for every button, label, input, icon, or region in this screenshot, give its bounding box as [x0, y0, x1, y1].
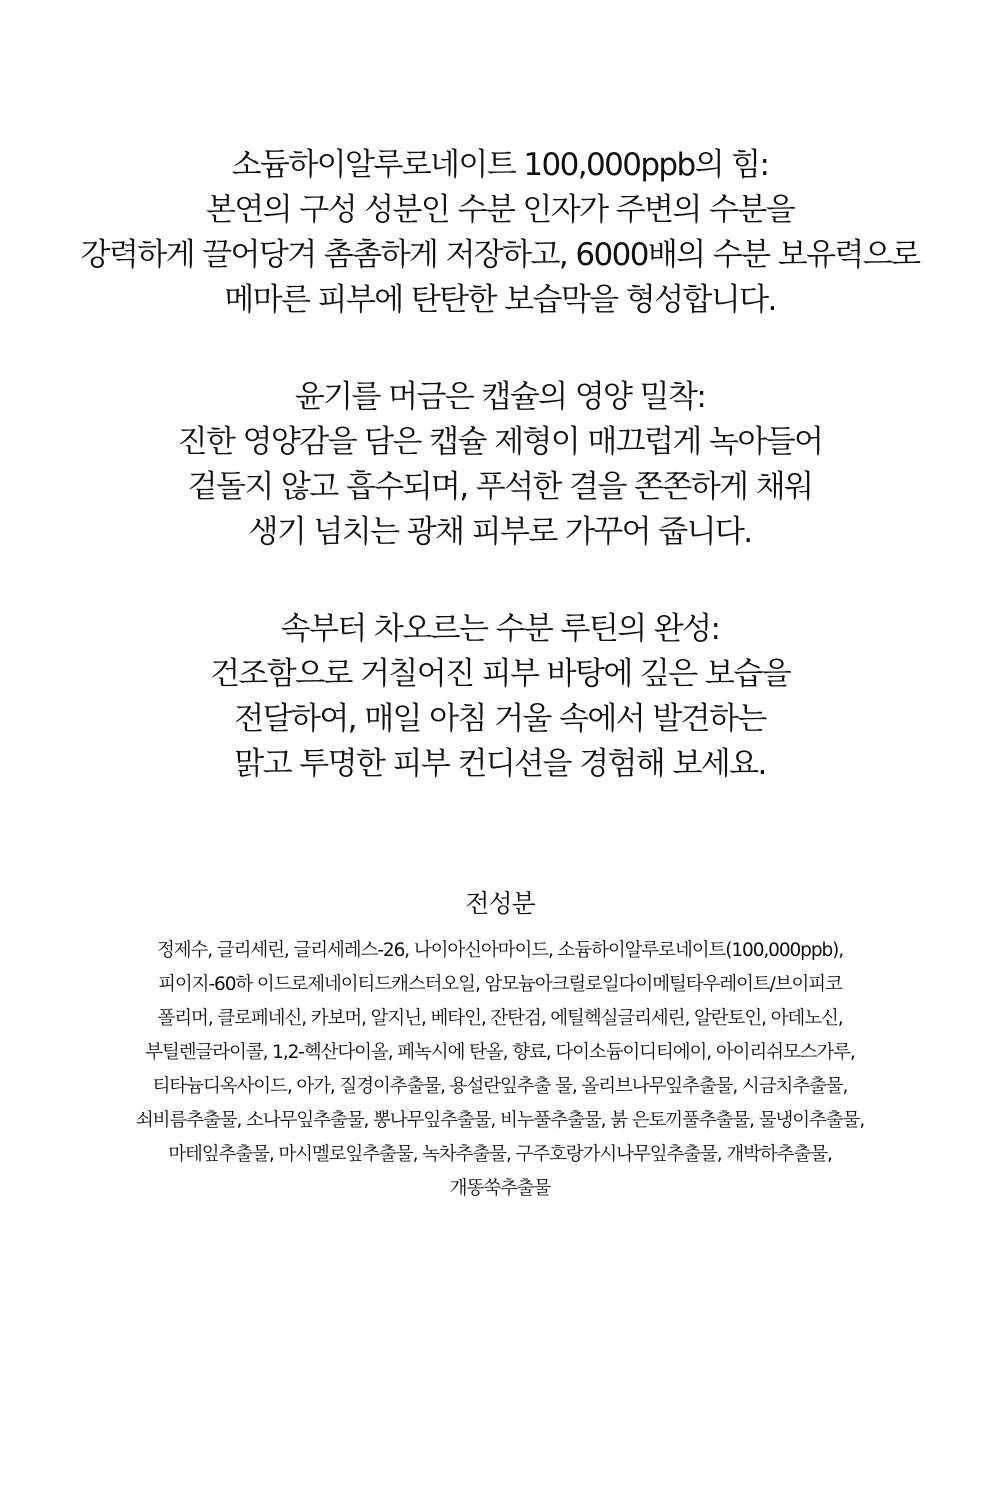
ingredients-line: 정제수, 글리세린, 글리세레스-26, 나이아신아마이드, 소듐하이알루로네이트(100,000ppb),: [156, 940, 844, 961]
ingredients-line: 티타늄디옥사이드, 아가, 질경이추출물, 용설란잎추출 물, 올리브나무잎추출물, 시금치추출물,: [152, 1076, 848, 1097]
feature-heading: 윤기를 머금은 캡슐의 영양 밀착:: [294, 379, 706, 415]
ingredients-line: 개똥쑥추출물: [449, 1178, 551, 1199]
feature-text-line: 건조함으로 거칠어진 피부 바탕에 깊은 보습을: [210, 656, 790, 692]
feature-heading: 속부터 차오르는 수분 루틴의 완성:: [280, 611, 720, 647]
feature-text-line: 생기 넘치는 광채 피부로 가꾸어 줍니다.: [248, 514, 752, 550]
feature-block-capsule: [40, 375, 960, 555]
feature-descriptions: [40, 143, 960, 839]
feature-text-line: 메마른 피부에 탄탄한 보습막을 형성합니다.: [224, 282, 776, 318]
feature-text-line: 본연의 구성 성분인 수분 인자가 주변의 수분을: [205, 192, 795, 228]
ingredients-title: 전성분: [465, 889, 535, 918]
feature-block-hyaluronate: [40, 143, 960, 323]
feature-text-line: 전달하여, 매일 아침 거울 속에서 발견하는: [234, 701, 766, 737]
feature-text-line: 진한 영양감을 담은 캡슐 제형이 매끄럽게 녹아들어: [177, 424, 823, 460]
feature-text-line: 강력하게 끌어당겨 촘촘하게 저장하고, 6000배의 수분 보유력으로: [80, 237, 920, 273]
ingredients-line: 부틸렌글라이콜, 1,2-헥산다이올, 페녹시에 탄올, 향료, 다이소듐이디티에이, 아이리쉬모스가루,: [145, 1042, 855, 1063]
ingredients-line: 쇠비름추출물, 소나무잎추출물, 뽕나무잎추출물, 비누풀추출물, 붉 은토끼풀추출물, 물냉이추출물,: [135, 1110, 865, 1131]
feature-heading: 소듐하이알루로네이트 100,000ppb의 힘:: [231, 147, 769, 183]
feature-text-line: 맑고 투명한 피부 컨디션을 경험해 보세요.: [234, 746, 766, 782]
feature-block-moisture-routine: [40, 607, 960, 787]
ingredients-section: [30, 886, 970, 1206]
ingredients-line: 마테잎추출물, 마시멜로잎추출물, 녹차추출물, 구주호랑가시나무잎추출물, 개박하추출물,: [168, 1144, 832, 1165]
ingredients-line: 피이지-60하 이드로제네이티드캐스터오일, 암모늄아크릴로일다이메틸타우레이트/브이피코: [158, 974, 842, 995]
feature-text-line: 겉돌지 않고 흡수되며, 푸석한 결을 쫀쫀하게 채워: [187, 469, 813, 505]
ingredients-line: 폴리머, 클로페네신, 카보머, 알지닌, 베타인, 잔탄검, 에틸헥실글리세린, 알란토인, 아데노신,: [157, 1008, 843, 1029]
